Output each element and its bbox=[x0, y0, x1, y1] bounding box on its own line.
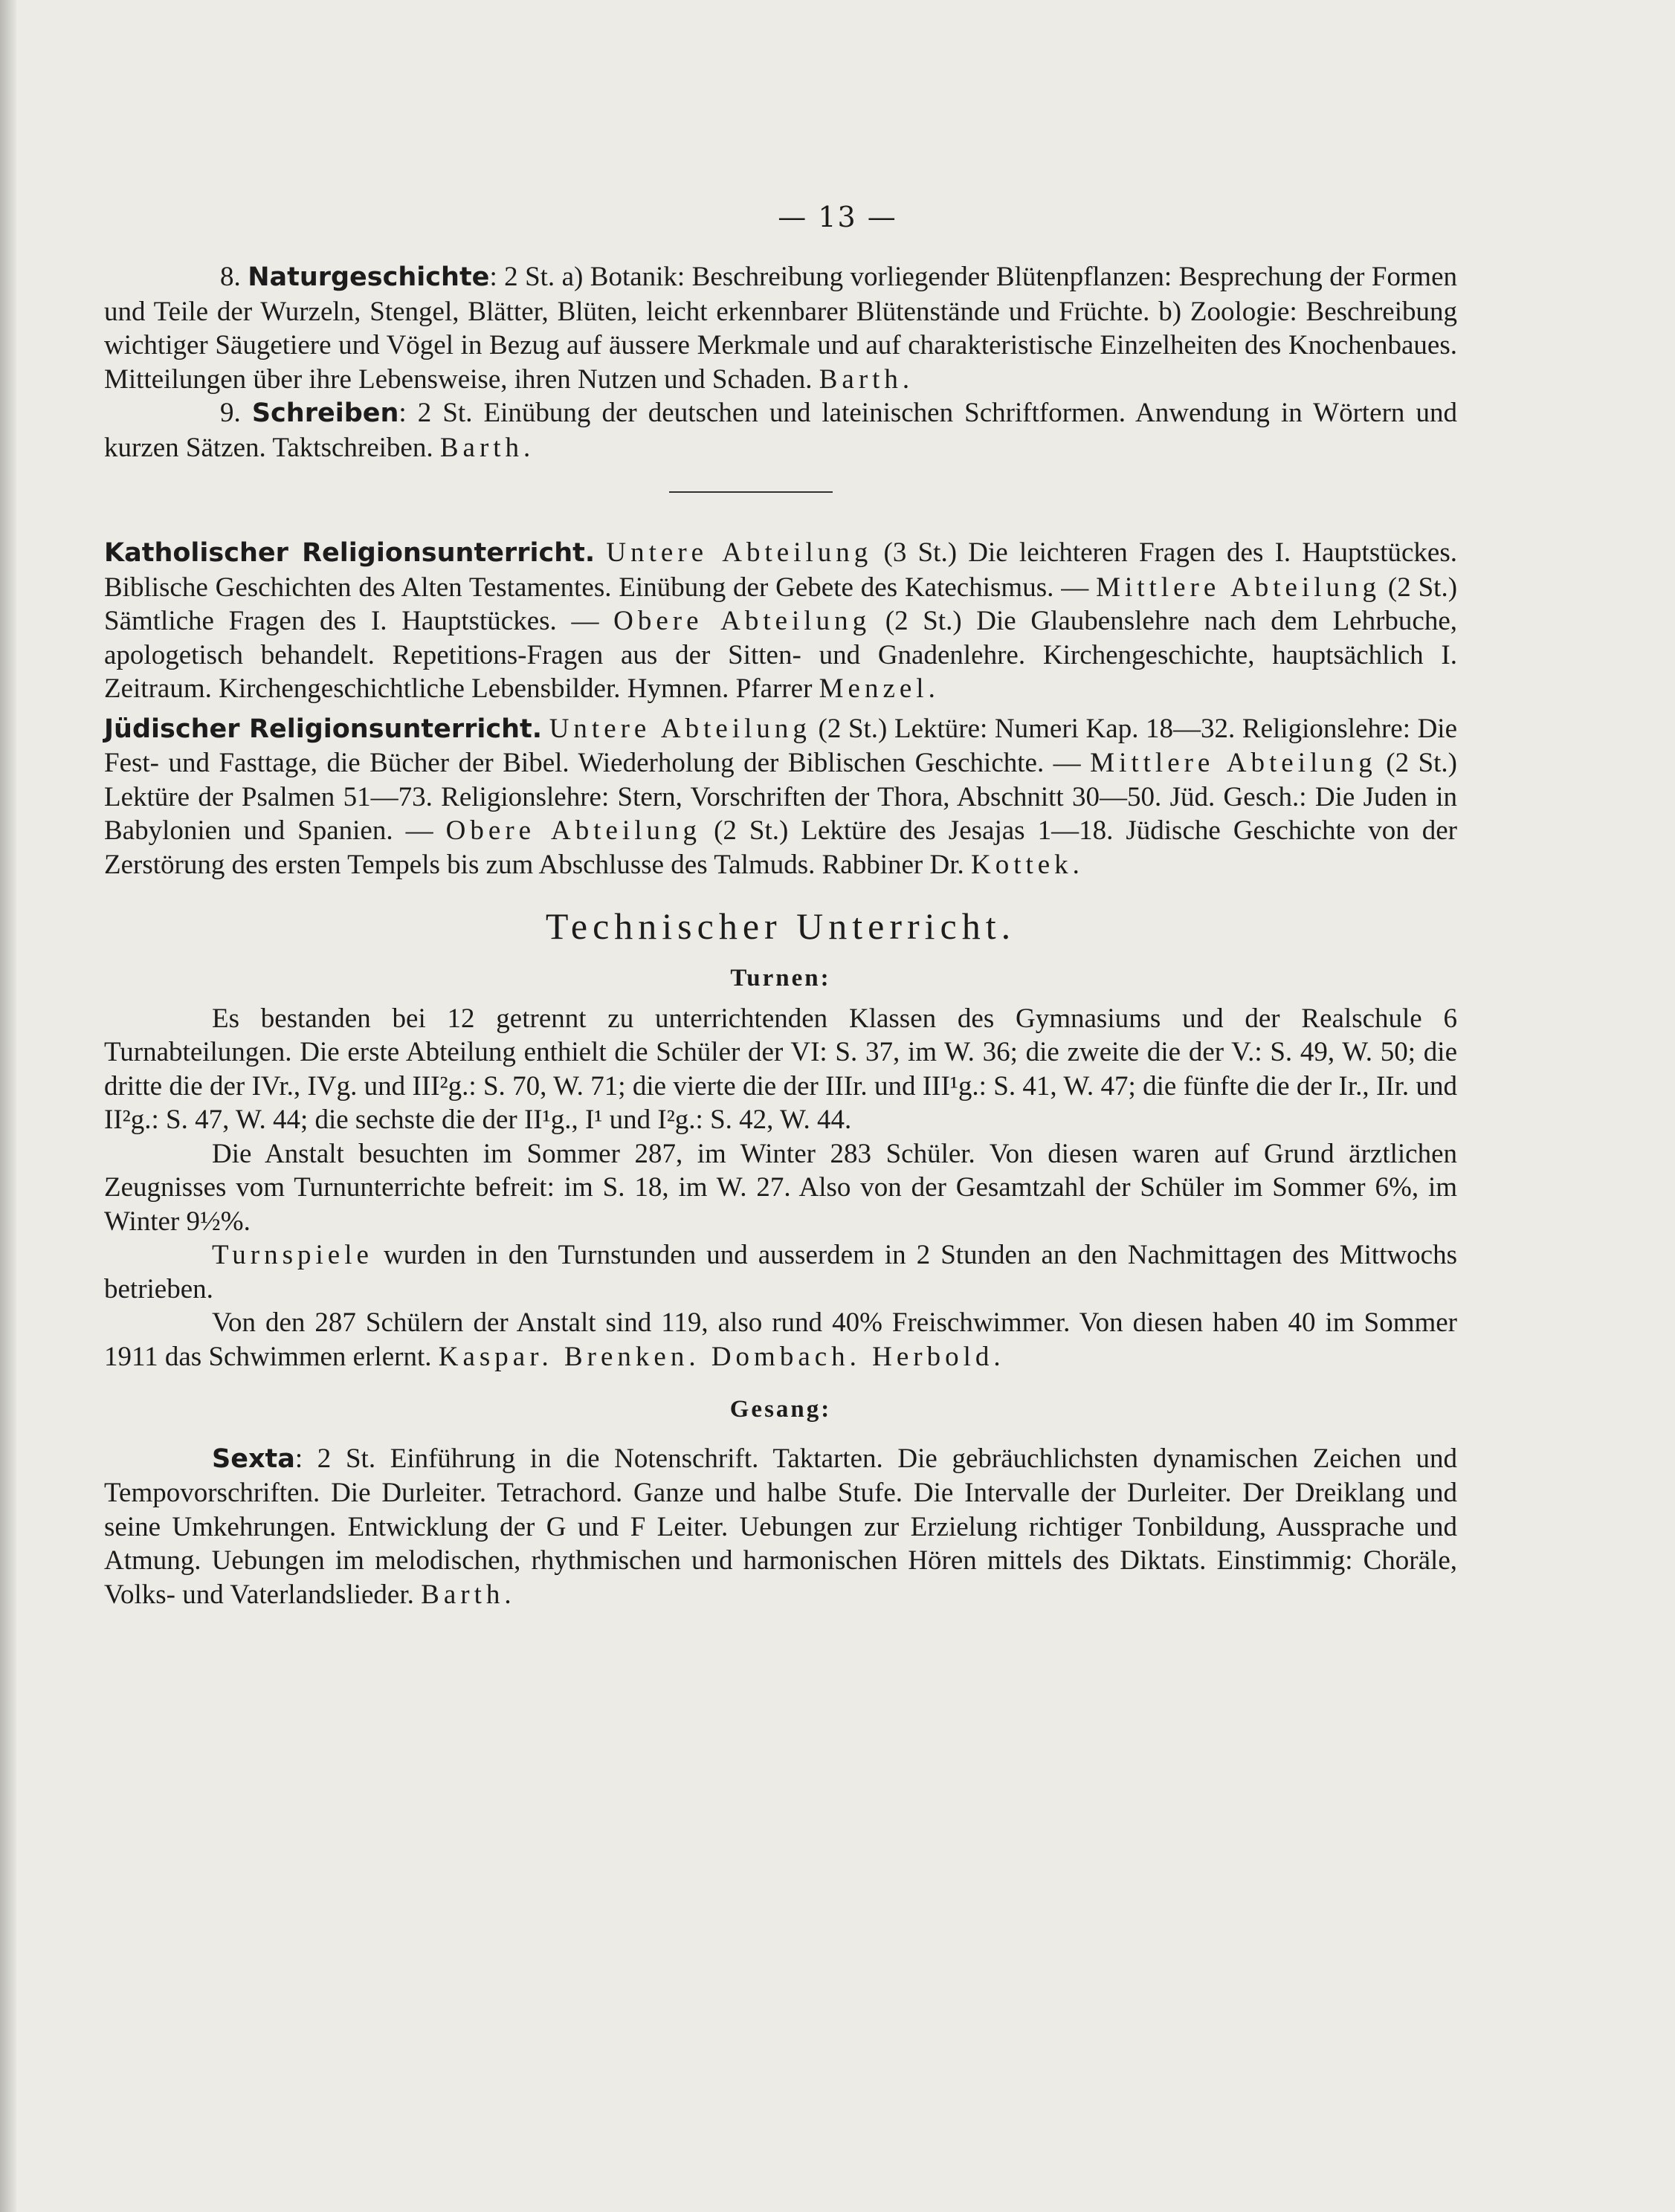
item-number: 8. bbox=[220, 262, 241, 292]
teacher-name: Barth. bbox=[439, 432, 535, 463]
heading-schreiben: Schreiben bbox=[251, 398, 399, 428]
teacher-name: Barth. bbox=[819, 363, 914, 395]
label-mittlere-abteilung: Mittlere Abteilung bbox=[1096, 572, 1381, 603]
label-mittlere-abteilung: Mittlere Abteilung bbox=[1090, 748, 1377, 778]
paragraph-turnen-1: Es bestanden bei 12 getrennt zu unterrichtenden Klassen des Gymnasiums und der Realschule 6 Turnabteilungen. Die erste Abteilung enthielt die Schüler der VI: S. 37, im W. 36; die zweite die der V.: S. 49, W. 50; die dritte die der IVr., IVg. und III²g.: S. 70, W. 71; die vierte die der IIIr. und III¹g.: S. 41, W. 47; die fünfte die der Ir., IIr. und II²g.: S. 47, W. 44; die sechste die der II¹g., I¹ und I²g.: S. 42, W. 44. bbox=[104, 1003, 1457, 1135]
subheading-gesang: Gesang: bbox=[729, 1396, 832, 1423]
page-number: — 13 — bbox=[778, 201, 897, 233]
text-obere: (2 St.) Die Glaubenslehre nach dem Lehrbuche, apologetisch behandelt. Repetitions-Fragen aus der Sitten- und Gnadenlehre. Kirchengeschichte, hauptsächlich I. Zeitraum. Kirchengeschichtliche Lebensbilder. Hymnen. Pfarrer bbox=[104, 606, 1458, 704]
teacher-name: Kottek. bbox=[970, 849, 1084, 880]
teacher-name: Menzel. bbox=[819, 673, 940, 704]
heading-naturgeschichte: Naturgeschichte bbox=[248, 262, 490, 292]
heading-juedisch: Jüdischer Religionsunterricht. bbox=[104, 714, 543, 744]
paragraph-sexta bbox=[104, 1442, 1457, 1612]
paragraph-schreiben bbox=[104, 396, 1457, 465]
text-untere: (2 St.) Lektüre: Numeri Kap. 18—32. Religionslehre: Die Fest- und Fasttage, die Bücher der Bibel. Wiederholung der Biblischen Geschichte. — bbox=[104, 713, 1458, 778]
text-naturgeschichte: : 2 St. a) Botanik: Beschreibung vorliegender Blütenpflanzen: Besprechung der Formen und Teile der Wurzeln, Stengel, Blätter, Blüten, leicht erkennbarer Blütenstände und Früchte. b) Zoologie: Beschreibung wichtiger Säugetiere und Vögel in Bezug auf äussere Merkmale und auf charakteristische Einzelheiten des Knochenbaues. Mitteilungen über ihre Lebensweise, ihren Nutzen und Schaden. bbox=[104, 262, 1458, 395]
page-edge-shadow bbox=[0, 0, 16, 2212]
teacher-names: Kaspar. Brenken. Dombach. Herbold. bbox=[438, 1341, 1005, 1372]
paragraph-turnspiele bbox=[104, 1238, 1457, 1306]
text-turnspiele: wurden in den Turnstunden und ausserdem in 2 Stunden an den Nachmittagen des Mittwochs betrieben. bbox=[104, 1240, 1458, 1304]
subheading-turnen: Turnen: bbox=[730, 965, 831, 992]
teacher-name: Barth. bbox=[421, 1579, 516, 1610]
label-untere-abteilung: Untere Abteilung bbox=[606, 537, 873, 568]
text-mittlere: (2 St.) Lektüre der Psalmen 51—73. Religionslehre: Stern, Vorschriften der Thora, Abschnitt 30—50. Jüd. Gesch.: Die Juden in Babylonien und Spanien. — bbox=[104, 748, 1457, 846]
paragraph-turnen-2: Die Anstalt besuchten im Sommer 287, im Winter 283 Schüler. Von diesen waren auf Grund ärztlichen Zeugnisses vom Turnunterrichte befreit: im S. 18, im W. 27. Also von der Gesamtzahl der Schüler im Sommer 6%, im Winter 9½%. bbox=[104, 1138, 1457, 1237]
item-number: 9. bbox=[220, 398, 241, 428]
text-schwimmen: Von den 287 Schülern der Anstalt sind 119, also rund 40% Freischwimmer. Von diesen haben 40 im Sommer 1911 das Schwimmen erlernt. bbox=[104, 1307, 1457, 1372]
paragraph-juedisch bbox=[104, 712, 1457, 882]
text-sexta: : 2 St. Einführung in die Notenschrift. Taktarten. Die gebräuchlichsten dynamischen Zeichen und Tempovorschriften. Die Durleiter. Tetrachord. Ganze und halbe Stufe. Die Intervalle der Durleiter. Der Dreiklang und seine Umkehrungen. Entwicklung der G und F Leiter. Uebungen zur Erzielung richtiger Tonbildung, Aussprache und Atmung. Uebungen im melodischen, rhythmischen und harmonischen Hören mittels des Diktats. Einstimmig: Choräle, Volks- und Vaterlandslieder. bbox=[104, 1443, 1457, 1610]
label-sexta: Sexta bbox=[212, 1443, 295, 1474]
paragraph-katholisch bbox=[104, 536, 1457, 706]
text-untere: (3 St.) Die leichteren Fragen des I. Hauptstückes. Biblische Geschichten des Alten Testamentes. Einübung der Gebete des Katechismus. — bbox=[104, 537, 1457, 603]
label-turnspiele: Turnspiele bbox=[212, 1240, 373, 1270]
text-mittlere: (2 St.) Sämtliche Fragen des I. Hauptstückes. — bbox=[104, 572, 1458, 636]
label-obere-abteilung: Obere Abteilung bbox=[613, 606, 871, 636]
heading-katholisch: Katholischer Religionsunterricht. bbox=[104, 538, 596, 568]
page-content bbox=[104, 260, 1457, 1611]
text-obere: (2 St.) Lektüre des Jesajas 1—18. Jüdische Geschichte von der Zerstörung des ersten Tempels bis zum Abschlusse des Talmuds. Rabbiner Dr. bbox=[104, 815, 1457, 880]
section-divider bbox=[669, 491, 833, 493]
label-obere-abteilung: Obere Abteilung bbox=[445, 815, 702, 846]
paragraph-schwimmen bbox=[104, 1306, 1457, 1374]
label-untere-abteilung: Untere Abteilung bbox=[549, 713, 811, 744]
text-schreiben: : 2 St. Einübung der deutschen und lateinischen Schriftformen. Anwendung in Wörtern und kurzen Sätzen. Taktschreiben. bbox=[104, 398, 1457, 463]
paragraph-naturgeschichte bbox=[104, 260, 1457, 396]
section-title-technischer-unterricht: Technischer Unterricht. bbox=[545, 905, 1016, 947]
